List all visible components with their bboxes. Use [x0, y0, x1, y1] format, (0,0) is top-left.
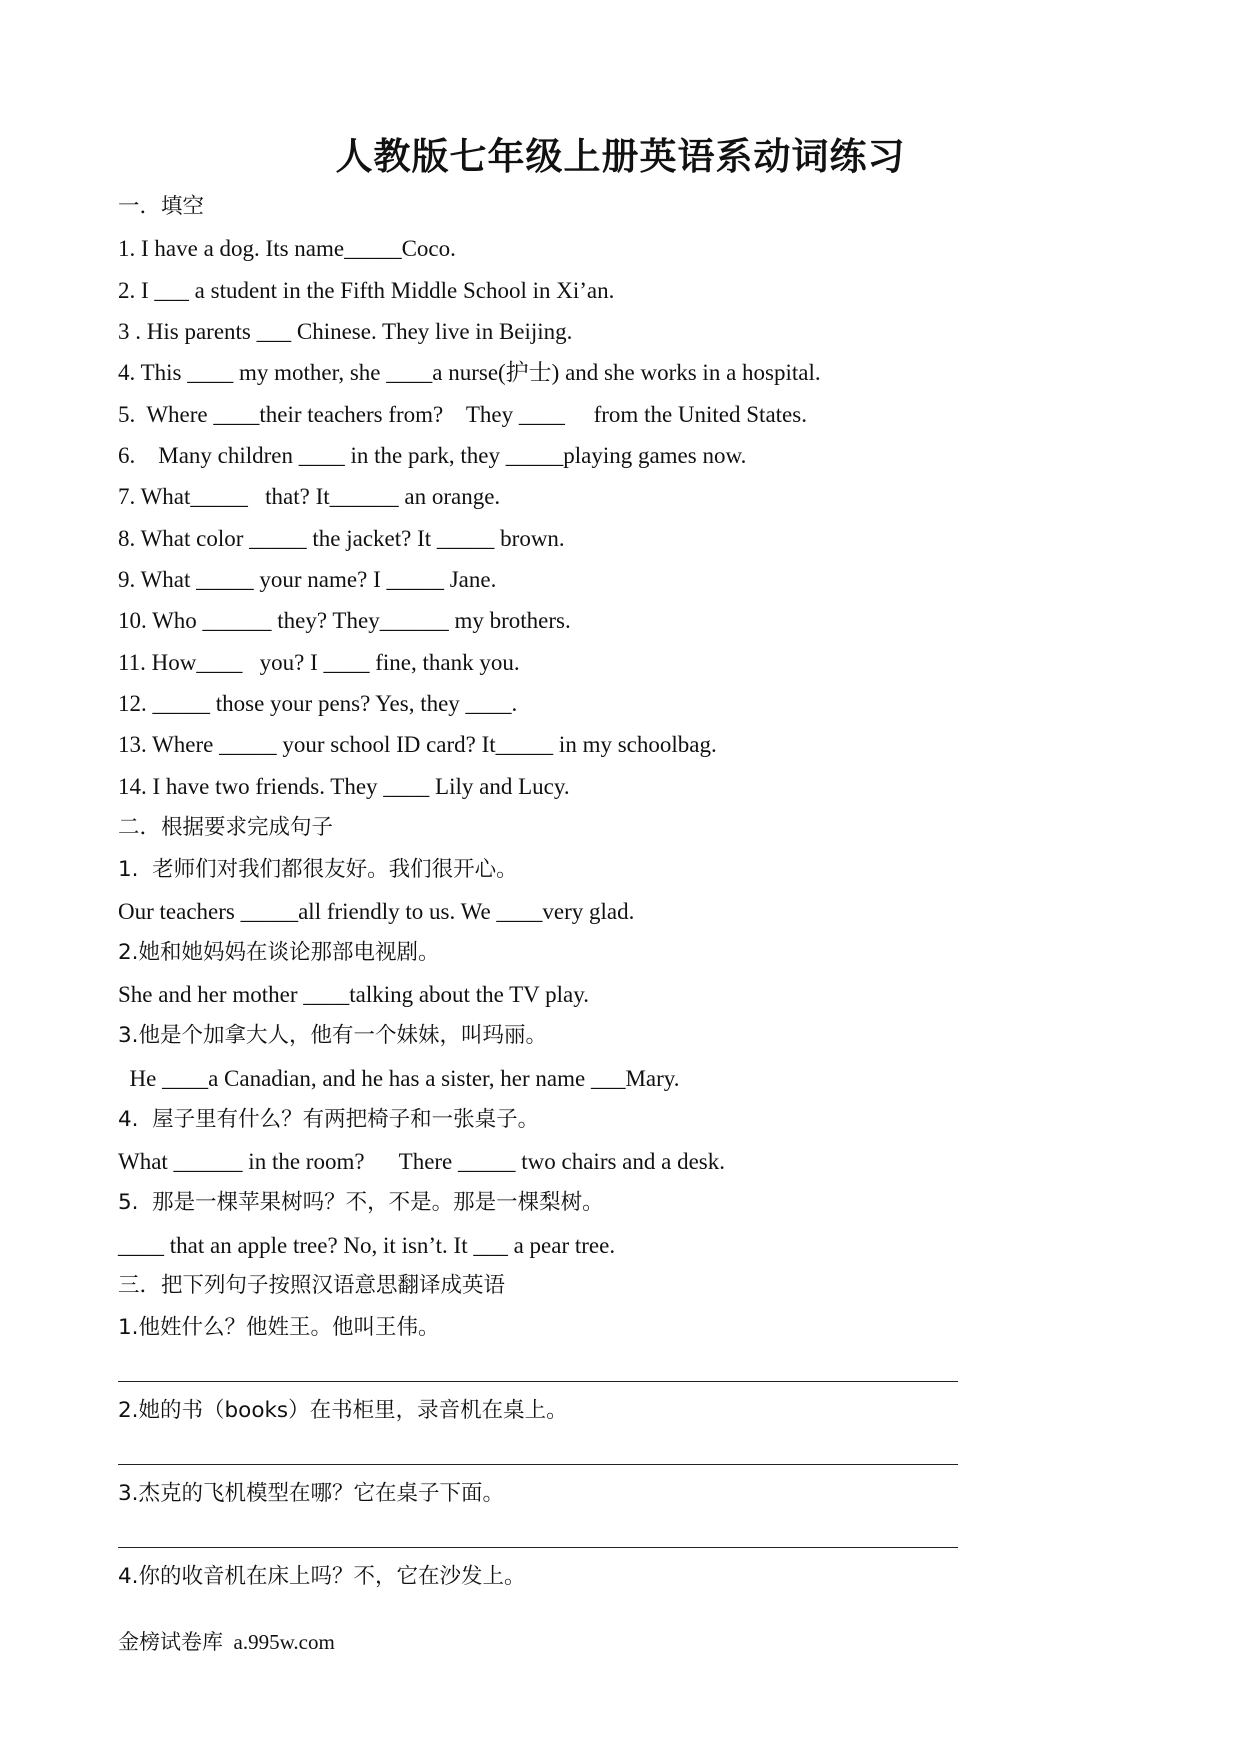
- prompt-cn: 1. 老师们对我们都很友好。我们很开心。: [118, 857, 518, 882]
- prompt-cn: 5. 那是一棵苹果树吗？不，不是。那是一棵梨树。: [118, 1190, 604, 1215]
- fill-item: 1. I have a dog. Its name_____Coco.: [118, 236, 456, 261]
- fill-item: 4. This ____ my mother, she ____a nurse(护士) and she works in a hospital.: [118, 360, 821, 385]
- prompt-en: She and her mother ____talking about the TV play.: [118, 982, 589, 1007]
- section-3-heading: 三．把下列句子按照汉语意思翻译成英语: [118, 1273, 506, 1298]
- footer-source: 金榜试卷库 a.995w.com: [118, 1630, 335, 1654]
- fill-item: 10. Who ______ they? They______ my brothers.: [118, 608, 571, 633]
- answer-line: [118, 1547, 958, 1548]
- translate-item: 2.她的书（books）在书柜里，录音机在桌上。: [118, 1398, 568, 1423]
- fill-item: 8. What color _____ the jacket? It _____ brown.: [118, 526, 565, 551]
- fill-item: 11. How____ you? I ____ fine, thank you.: [118, 650, 520, 675]
- fill-item: 14. I have two friends. They ____ Lily and Lucy.: [118, 774, 570, 799]
- fill-item: 12. _____ those your pens? Yes, they ____.: [118, 691, 518, 716]
- fill-item: 9. What _____ your name? I _____ Jane.: [118, 567, 497, 592]
- prompt-cn: 3.他是个加拿大人，他有一个妹妹，叫玛丽。: [118, 1023, 548, 1048]
- translate-item: 3.杰克的飞机模型在哪？它在桌子下面。: [118, 1481, 505, 1506]
- fill-item: 13. Where _____ your school ID card? It_____ in my schoolbag.: [118, 732, 717, 757]
- fill-item: 2. I ___ a student in the Fifth Middle School in Xi’an.: [118, 278, 615, 303]
- prompt-cn: 2.她和她妈妈在谈论那部电视剧。: [118, 940, 440, 965]
- page-title: 人教版七年级上册英语系动词练习: [335, 135, 906, 178]
- prompt-cn: 4. 屋子里有什么？有两把椅子和一张桌子。: [118, 1107, 540, 1132]
- fill-item: 6. Many children ____ in the park, they _____playing games now.: [118, 443, 747, 468]
- section-1-heading: 一．填空: [118, 194, 205, 219]
- prompt-en: He ____a Canadian, and he has a sister, her name ___Mary.: [118, 1066, 680, 1091]
- translate-item: 1.他姓什么？他姓王。他叫王伟。: [118, 1315, 440, 1340]
- prompt-en: ____ that an apple tree? No, it isn’t. It ___ a pear tree.: [118, 1233, 616, 1258]
- answer-line: [118, 1381, 958, 1382]
- fill-item: 5. Where ____their teachers from? They ____ from the United States.: [118, 402, 807, 427]
- answer-line: [118, 1464, 958, 1465]
- translate-item: 4.你的收音机在床上吗？不，它在沙发上。: [118, 1564, 526, 1589]
- prompt-en: Our teachers _____all friendly to us. We ____very glad.: [118, 899, 635, 924]
- prompt-en: What ______ in the room? There _____ two chairs and a desk.: [118, 1149, 726, 1174]
- section-2-heading: 二．根据要求完成句子: [118, 815, 334, 840]
- fill-item: 7. What_____ that? It______ an orange.: [118, 484, 501, 509]
- fill-item: 3 . His parents ___ Chinese. They live in Beijing.: [118, 319, 573, 344]
